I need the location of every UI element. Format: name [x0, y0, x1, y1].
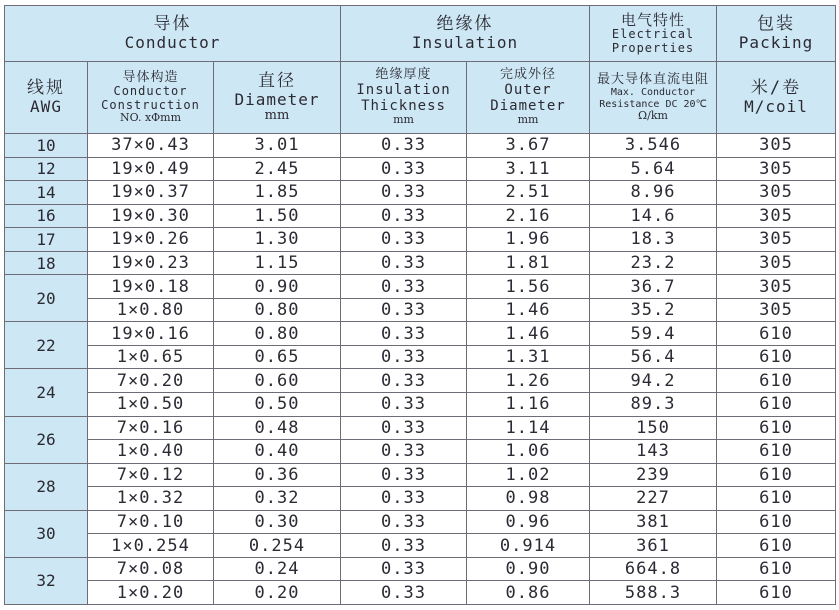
insulation-header-cn: 绝缘体 [436, 14, 494, 35]
electrical-header-en1: Electrical [611, 27, 695, 42]
diameter-header-cn: 直径 [258, 70, 296, 91]
construction-cell: 1×0.32 [88, 487, 214, 511]
coil-cell: 305 [717, 157, 836, 181]
construction-cell: 1×0.40 [88, 440, 214, 464]
conductor-group-header [5, 6, 341, 62]
construction-cell: 7×0.20 [88, 369, 214, 393]
construction-cell: 1×0.20 [88, 581, 214, 605]
coil-cell: 610 [717, 322, 836, 346]
outer-diameter-cell: 0.86 [467, 581, 590, 605]
thickness-cell: 0.33 [341, 345, 467, 369]
electrical-header-cn: 电气特性 [621, 10, 686, 29]
coil-cell: 610 [717, 557, 836, 581]
electrical-group-header [590, 6, 717, 62]
construction-cell: 1×0.254 [88, 534, 214, 558]
construction-cell: 19×0.30 [88, 204, 214, 228]
diameter-cell: 0.65 [214, 345, 341, 369]
thickness-cell: 0.33 [341, 275, 467, 299]
resistance-cell: 35.2 [590, 298, 717, 322]
construction-cell: 19×0.16 [88, 322, 214, 346]
resistance-cell: 361 [590, 534, 717, 558]
diameter-cell: 0.40 [214, 440, 341, 464]
outer-diameter-cell: 1.46 [467, 322, 590, 346]
table-row [5, 181, 836, 205]
coil-cell: 305 [717, 134, 836, 158]
awg-cell: 22 [5, 322, 88, 369]
resistance-header-en2: Resistance DC 20℃ [599, 98, 707, 110]
outer-diameter-cell: 3.67 [467, 134, 590, 158]
construction-cell: 7×0.08 [88, 557, 214, 581]
awg-cell: 17 [5, 228, 88, 252]
resistance-cell: 23.2 [590, 251, 717, 275]
outer-diameter-cell: 0.90 [467, 557, 590, 581]
table-row [5, 393, 836, 417]
thickness-header-en2: Thickness [361, 97, 446, 114]
resistance-cell: 227 [590, 487, 717, 511]
thickness-cell: 0.33 [341, 463, 467, 487]
awg-column-header [5, 62, 88, 134]
thickness-cell: 0.33 [341, 251, 467, 275]
resistance-cell: 94.2 [590, 369, 717, 393]
diameter-header-unit: mm [264, 107, 290, 123]
packing-header-cn: 包装 [757, 14, 796, 35]
resistance-cell: 18.3 [590, 228, 717, 252]
thickness-column-header [341, 62, 467, 134]
insulation-header-en: Insulation [411, 33, 519, 53]
thickness-cell: 0.33 [341, 487, 467, 511]
coil-cell: 610 [717, 463, 836, 487]
resistance-cell: 59.4 [590, 322, 717, 346]
diameter-cell: 2.45 [214, 157, 341, 181]
construction-cell: 1×0.65 [88, 345, 214, 369]
construction-cell: 19×0.37 [88, 181, 214, 205]
resistance-header-en1: Max. Conductor [610, 87, 696, 99]
coil-cell: 610 [717, 416, 836, 440]
resistance-cell: 150 [590, 416, 717, 440]
coil-cell: 610 [717, 534, 836, 558]
electrical-header-en2: Properties [611, 40, 695, 55]
awg-cell: 30 [5, 510, 88, 557]
outer-diameter-cell: 2.16 [467, 204, 590, 228]
diameter-cell: 0.20 [214, 581, 341, 605]
diameter-cell: 1.85 [214, 181, 341, 205]
table-row [5, 416, 836, 440]
thickness-cell: 0.33 [341, 298, 467, 322]
outer-header-en2: Diameter [490, 97, 566, 114]
diameter-cell: 0.254 [214, 534, 341, 558]
diameter-cell: 0.50 [214, 393, 341, 417]
thickness-cell: 0.33 [341, 228, 467, 252]
outer-diameter-cell: 1.06 [467, 440, 590, 464]
thickness-header-en1: Insulation [356, 81, 451, 98]
diameter-cell: 0.60 [214, 369, 341, 393]
resistance-cell: 664.8 [590, 557, 717, 581]
diameter-cell: 0.32 [214, 487, 341, 511]
table-row [5, 298, 836, 322]
coil-cell: 305 [717, 275, 836, 299]
packing-header-en: Packing [738, 33, 814, 53]
outer-diameter-cell: 0.96 [467, 510, 590, 534]
outer-header-unit: mm [517, 113, 539, 127]
outer-diameter-cell: 1.81 [467, 251, 590, 275]
construction-cell: 7×0.10 [88, 510, 214, 534]
coil-cell: 610 [717, 581, 836, 605]
coil-cell: 610 [717, 393, 836, 417]
thickness-cell: 0.33 [341, 369, 467, 393]
construction-cell: 19×0.49 [88, 157, 214, 181]
coil-cell: 610 [717, 369, 836, 393]
diameter-cell: 0.24 [214, 557, 341, 581]
resistance-header-unit: Ω/km [638, 108, 668, 122]
awg-cell: 32 [5, 557, 88, 604]
construction-cell: 19×0.23 [88, 251, 214, 275]
construction-cell: 1×0.80 [88, 298, 214, 322]
coil-cell: 305 [717, 251, 836, 275]
diameter-cell: 3.01 [214, 134, 341, 158]
outer-diameter-cell: 2.51 [467, 181, 590, 205]
insulation-group-header [341, 6, 590, 62]
coil-cell: 305 [717, 298, 836, 322]
awg-header-cn: 线规 [27, 78, 65, 99]
outer-diameter-cell: 1.96 [467, 228, 590, 252]
outer-diameter-cell: 0.98 [467, 487, 590, 511]
thickness-cell: 0.33 [341, 557, 467, 581]
awg-cell: 14 [5, 181, 88, 205]
table-row [5, 275, 836, 299]
diameter-cell: 0.80 [214, 298, 341, 322]
resistance-cell: 381 [590, 510, 717, 534]
construction-cell: 7×0.12 [88, 463, 214, 487]
table-row [5, 204, 836, 228]
awg-cell: 28 [5, 463, 88, 510]
diameter-cell: 0.48 [214, 416, 341, 440]
coil-cell: 610 [717, 487, 836, 511]
thickness-cell: 0.33 [341, 510, 467, 534]
construction-header-cn: 导体构造 [122, 69, 179, 85]
diameter-cell: 1.15 [214, 251, 341, 275]
coil-column-header [717, 62, 836, 134]
table-row [5, 440, 836, 464]
table-row [5, 463, 836, 487]
diameter-cell: 1.30 [214, 228, 341, 252]
resistance-cell: 14.6 [590, 204, 717, 228]
table-row [5, 322, 836, 346]
construction-cell: 37×0.43 [88, 134, 214, 158]
resistance-cell: 89.3 [590, 393, 717, 417]
table-row [5, 487, 836, 511]
coil-header-en: M/coil [744, 97, 808, 117]
diameter-cell: 0.80 [214, 322, 341, 346]
table-row [5, 251, 836, 275]
conductor-header-cn: 导体 [153, 14, 192, 35]
table-row [5, 345, 836, 369]
outer-diameter-cell: 1.26 [467, 369, 590, 393]
thickness-header-cn: 绝缘厚度 [375, 67, 432, 83]
conductor-header-en: Conductor [124, 33, 221, 53]
construction-header-en2: Construction [101, 97, 200, 112]
diameter-cell: 0.30 [214, 510, 341, 534]
coil-cell: 610 [717, 440, 836, 464]
coil-cell: 305 [717, 204, 836, 228]
awg-cell: 10 [5, 134, 88, 158]
outer-diameter-cell: 0.914 [467, 534, 590, 558]
resistance-cell: 3.546 [590, 134, 717, 158]
table-row [5, 369, 836, 393]
outer-diameter-cell: 1.02 [467, 463, 590, 487]
outer-diameter-cell: 1.16 [467, 393, 590, 417]
diameter-header-en: Diameter [234, 89, 320, 109]
outer-diameter-cell: 1.56 [467, 275, 590, 299]
diameter-column-header [214, 62, 341, 134]
awg-cell: 26 [5, 416, 88, 463]
resistance-cell: 8.96 [590, 181, 717, 205]
resistance-column-header [590, 62, 717, 134]
diameter-cell: 0.90 [214, 275, 341, 299]
table-row [5, 228, 836, 252]
construction-cell: 19×0.18 [88, 275, 214, 299]
thickness-cell: 0.33 [341, 416, 467, 440]
cable-spec-table [4, 5, 836, 605]
construction-cell: 19×0.26 [88, 228, 214, 252]
outer-diameter-cell: 1.46 [467, 298, 590, 322]
coil-cell: 305 [717, 181, 836, 205]
diameter-cell: 0.36 [214, 463, 341, 487]
awg-cell: 16 [5, 204, 88, 228]
awg-header-en: AWG [30, 97, 62, 117]
outer-diameter-cell: 1.31 [467, 345, 590, 369]
construction-header-unit: NO. xΦmm [119, 111, 182, 125]
outer-diameter-cell: 1.14 [467, 416, 590, 440]
resistance-cell: 239 [590, 463, 717, 487]
resistance-cell: 5.64 [590, 157, 717, 181]
thickness-cell: 0.33 [341, 393, 467, 417]
thickness-header-unit: mm [393, 113, 414, 127]
resistance-cell: 36.7 [590, 275, 717, 299]
thickness-cell: 0.33 [341, 581, 467, 605]
construction-column-header [88, 62, 214, 134]
diameter-cell: 1.50 [214, 204, 341, 228]
resistance-cell: 143 [590, 440, 717, 464]
table-row [5, 157, 836, 181]
thickness-cell: 0.33 [341, 157, 467, 181]
outer-diameter-column-header [467, 62, 590, 134]
awg-cell: 24 [5, 369, 88, 416]
coil-cell: 610 [717, 345, 836, 369]
construction-cell: 7×0.16 [88, 416, 214, 440]
table-row [5, 134, 836, 158]
resistance-header-cn: 最大导体直流电阻 [597, 71, 710, 87]
construction-cell: 1×0.50 [88, 393, 214, 417]
resistance-cell: 588.3 [590, 581, 717, 605]
table-row [5, 581, 836, 605]
coil-cell: 305 [717, 228, 836, 252]
outer-header-en1: Outer [504, 81, 552, 98]
awg-cell: 20 [5, 275, 88, 322]
awg-cell: 18 [5, 251, 88, 275]
thickness-cell: 0.33 [341, 181, 467, 205]
construction-header-en1: Conductor [113, 84, 188, 99]
resistance-cell: 56.4 [590, 345, 717, 369]
coil-cell: 610 [717, 510, 836, 534]
thickness-cell: 0.33 [341, 322, 467, 346]
table-row [5, 557, 836, 581]
packing-group-header [717, 6, 836, 62]
outer-header-cn: 完成外径 [500, 67, 557, 83]
awg-cell: 12 [5, 157, 88, 181]
table-row [5, 534, 836, 558]
outer-diameter-cell: 3.11 [467, 157, 590, 181]
thickness-cell: 0.33 [341, 534, 467, 558]
thickness-cell: 0.33 [341, 440, 467, 464]
thickness-cell: 0.33 [341, 134, 467, 158]
thickness-cell: 0.33 [341, 204, 467, 228]
table-row [5, 510, 836, 534]
coil-header-cn: 米/卷 [750, 78, 802, 99]
